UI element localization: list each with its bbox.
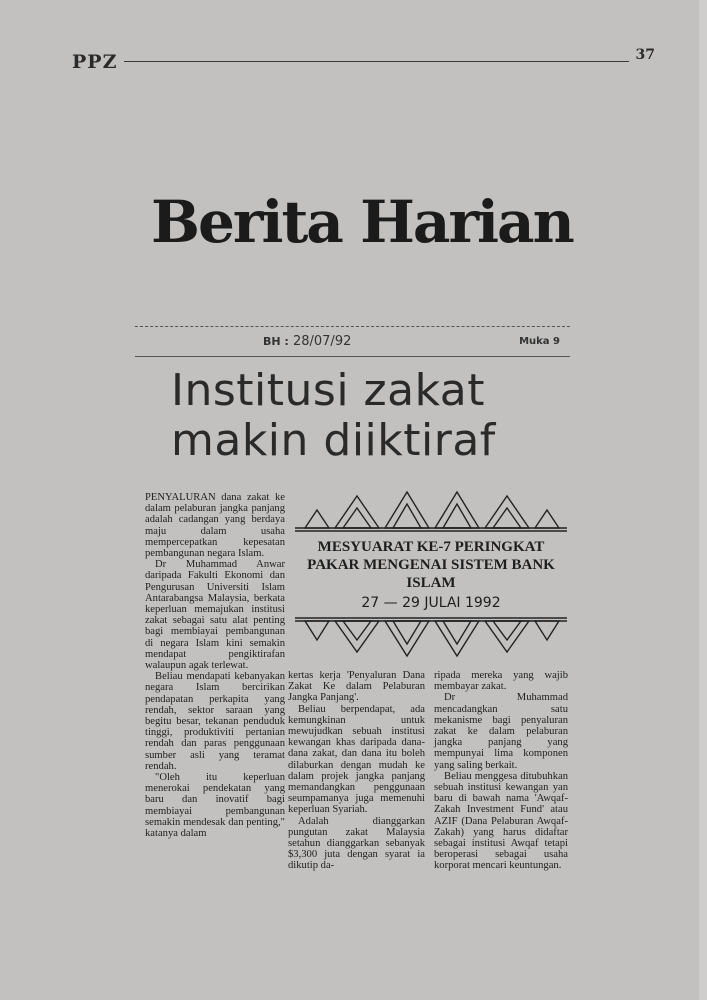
paragraph: Dr Muhammad Anwar daripada Fakulti Ekonomi dan Pengurusan Universiti Islam Antarabangsa Malaysia, berkata keperluan memajukan institusi zakat sebagai satu alat penting bagi membiayai pembangunan di negara Islam kini semakin mendapat pengiktirafan walaupun agak terlewat. bbox=[145, 559, 285, 672]
conference-title: MESYUARAT KE-7 PERINGKAT PAKAR MENGENAI SISTEM BANK ISLAM bbox=[307, 539, 555, 591]
paragraph: Dr Muhammad mencadangkan satu mekanisme bagi penyaluran zakat ke dalam pelaburan jangka panjang yang mempunyai lima komponen yang saling berkait. bbox=[434, 692, 568, 771]
page-number: 37 bbox=[635, 47, 655, 63]
clipping-top-rule bbox=[135, 326, 570, 327]
paragraph: Beliau berpendapat, ada kemungkinan untuk mewujudkan sebuah institusi kewangan khas daripada dana-dana zakat, dan dana itu boleh dilaburkan dengan mudah ke dalam projek jangka panjang memandangkan penggunaan seumpamanya juga memenuhi keperluan Syariah. bbox=[288, 703, 425, 816]
conference-logo bbox=[295, 488, 567, 660]
clipping-rule bbox=[135, 356, 570, 357]
paragraph: Beliau mendapati kebanyakan negara Islam bercirikan pendapatan perkapita yang rendah, sektor saraan yang begitu besar, tekanan penduduk tinggi, produktiviti pertanian rendah dan paras penggunaan sumber asli yang teramat rendah. bbox=[145, 671, 285, 772]
paragraph: "Oleh itu keperluan menerokai pendekatan yang baru dan inovatif bagi membiayai pembangunan semakin mendesak dan penting," katanya dalam bbox=[145, 772, 285, 840]
page-reference: Muka 9 bbox=[519, 336, 560, 347]
arabesque-bottom-border bbox=[295, 616, 567, 660]
article-column-2 bbox=[288, 670, 425, 872]
article-column-3 bbox=[434, 670, 568, 872]
paragraph: Adalah dianggarkan pungutan zakat Malaysia setahun dianggarkan sebanyak $3,300 juta dengan syarat ia dikutip da- bbox=[288, 815, 425, 872]
dateline bbox=[263, 334, 351, 349]
headline-line-1: Institusi zakat bbox=[171, 365, 486, 416]
paragraph: ripada mereka yang wajib membayar zakat. bbox=[434, 670, 568, 693]
paragraph: PENYALURAN dana zakat ke dalam pelaburan jangka panjang adalah cadangan yang berdaya maju dalam usaha mempercepatkan kepesatan pembangunan negara Islam. bbox=[145, 492, 285, 560]
dateline-date: 28/07/92 bbox=[292, 334, 352, 349]
paragraph: kertas kerja 'Penyaluran Dana Zakat Ke dalam Pelaburan Jangka Panjang'. bbox=[288, 670, 425, 704]
arabesque-top-border bbox=[295, 488, 567, 532]
newspaper-clipping bbox=[135, 320, 570, 892]
page-edge bbox=[699, 0, 707, 1000]
newspaper-masthead: Berita Harian bbox=[151, 188, 573, 256]
article-column-1 bbox=[145, 492, 285, 839]
header-rule bbox=[124, 61, 629, 62]
headline-line-2: makin diiktiraf bbox=[171, 415, 496, 466]
paragraph: Beliau menggesa ditubuhkan sebuah institusi kewangan yan baru di bawah nama 'Awqaf-Zakah Investment Fund' atau AZIF (Dana Pelaburan Awqaf-Zakah) yang harus didaftar sebagai institusi Awqaf tetapi beroperasi sebagai usaha korporat mencari keuntungan. bbox=[434, 770, 568, 872]
header-label: PPZ bbox=[72, 51, 118, 73]
article-headline bbox=[171, 366, 496, 466]
conference-date: 27 — 29 JULAI 1992 bbox=[361, 595, 501, 611]
dateline-code: BH : bbox=[263, 335, 289, 348]
